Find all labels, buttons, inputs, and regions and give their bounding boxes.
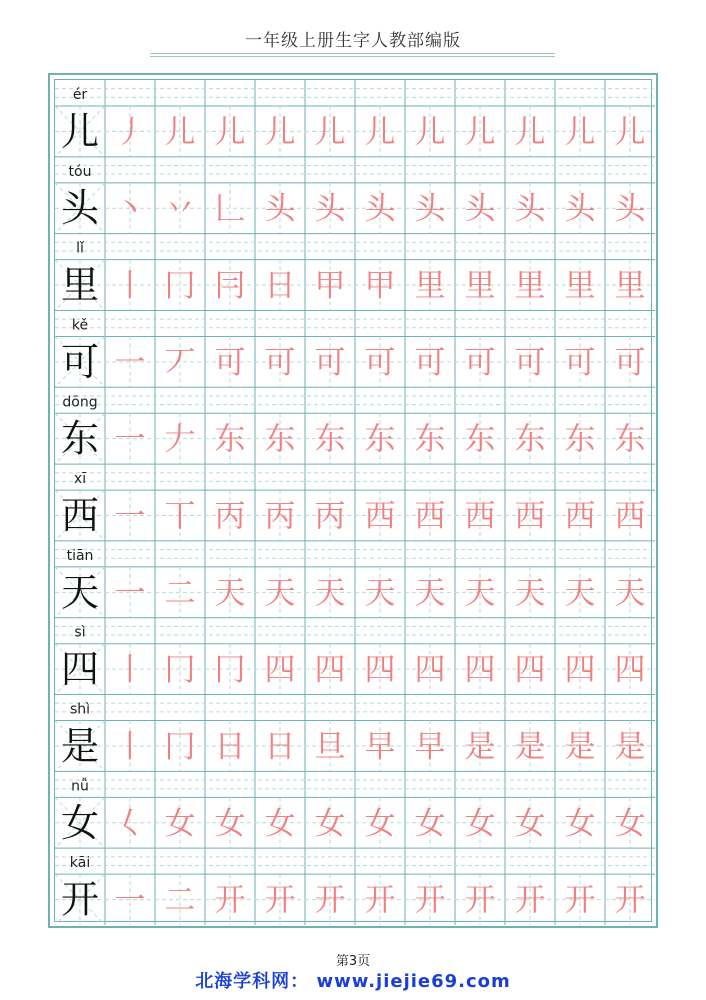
stroke-order-character: 头 <box>464 191 496 228</box>
stroke-order-character: 可 <box>464 344 496 381</box>
stroke-order-character: 冃 <box>214 268 246 305</box>
stroke-order-character: 儿 <box>364 114 396 151</box>
stroke-order-character: 儿 <box>414 114 446 151</box>
pinyin-label: shì <box>69 701 91 718</box>
stroke-order-character: 甲 <box>314 268 346 305</box>
stroke-order-character: 丅 <box>164 498 196 535</box>
stroke-order-character: 可 <box>314 344 346 381</box>
stroke-order-character: 开 <box>464 882 496 919</box>
stroke-order-character: 一 <box>114 498 146 535</box>
stroke-order-character: 西 <box>564 498 596 535</box>
stroke-order-character: 天 <box>414 575 446 612</box>
stroke-order-character: 开 <box>264 882 296 919</box>
stroke-order-character: 东 <box>414 421 446 458</box>
stroke-order-character: 开 <box>614 882 646 919</box>
stroke-order-character: 女 <box>564 805 596 842</box>
stroke-order-character: 丙 <box>214 498 246 535</box>
page-number: 第3页 <box>335 954 371 969</box>
stroke-order-character: 里 <box>564 268 596 305</box>
stroke-order-character: 丿 <box>114 114 146 151</box>
stroke-order-character: 里 <box>514 268 546 305</box>
stroke-order-character: 可 <box>514 344 546 381</box>
stroke-order-character: 东 <box>364 421 396 458</box>
pinyin-label: tiān <box>66 547 94 564</box>
stroke-order-character: 儿 <box>164 114 196 151</box>
stroke-order-character: 旦 <box>314 728 346 765</box>
stroke-order-character: 日 <box>264 728 296 765</box>
pinyin-label: nǚ <box>71 778 89 795</box>
stroke-order-character: 女 <box>164 805 196 842</box>
stroke-order-character: 儿 <box>614 114 646 151</box>
model-character: 可 <box>60 339 100 384</box>
stroke-order-character: 女 <box>514 805 546 842</box>
title-underline <box>150 53 555 54</box>
stroke-order-character: 是 <box>564 728 596 765</box>
stroke-order-character: 西 <box>364 498 396 535</box>
pinyin-label: tóu <box>68 163 92 180</box>
writing-grid-frame <box>54 79 652 922</box>
pinyin-label: dōng <box>62 394 98 411</box>
stroke-order-character: 西 <box>614 498 646 535</box>
stroke-order-character: 是 <box>514 728 546 765</box>
stroke-order-character: 里 <box>414 268 446 305</box>
stroke-order-character: 头 <box>364 191 396 228</box>
model-character: 西 <box>60 493 100 538</box>
practice-grid-svg <box>55 80 655 925</box>
stroke-order-character: 四 <box>564 652 596 689</box>
stroke-order-character: 二 <box>164 575 196 612</box>
pinyin-label: kāi <box>69 855 91 872</box>
stroke-order-character: 西 <box>414 498 446 535</box>
stroke-order-character: 天 <box>614 575 646 612</box>
stroke-order-character: 西 <box>464 498 496 535</box>
stroke-order-character: 四 <box>264 652 296 689</box>
stroke-order-character: 女 <box>464 805 496 842</box>
site-footer: 北海学科网： www.jiejie69.com <box>195 971 511 992</box>
stroke-order-character: 丙 <box>264 498 296 535</box>
stroke-order-character: 丆 <box>164 344 196 381</box>
stroke-order-character: 四 <box>464 652 496 689</box>
model-character: 儿 <box>60 109 100 154</box>
stroke-order-character: 可 <box>364 344 396 381</box>
model-character: 东 <box>60 416 100 461</box>
pinyin-label: ér <box>72 87 88 103</box>
stroke-order-character: 里 <box>614 268 646 305</box>
stroke-order-character: 儿 <box>464 114 496 151</box>
stroke-order-character: 女 <box>264 805 296 842</box>
stroke-order-character: 开 <box>564 882 596 919</box>
stroke-order-character: 东 <box>314 421 346 458</box>
stroke-order-character: 里 <box>464 268 496 305</box>
stroke-order-character: 女 <box>364 805 396 842</box>
stroke-order-character: 丨 <box>114 268 146 305</box>
stroke-order-character: 头 <box>614 191 646 228</box>
stroke-order-character: 天 <box>314 575 346 612</box>
stroke-order-character: 东 <box>214 421 246 458</box>
stroke-order-character: 天 <box>464 575 496 612</box>
stroke-order-character: 是 <box>614 728 646 765</box>
stroke-order-character: 四 <box>314 652 346 689</box>
stroke-order-character: 东 <box>264 421 296 458</box>
stroke-order-character: 女 <box>314 805 346 842</box>
stroke-order-character: 开 <box>514 882 546 919</box>
stroke-order-character: 天 <box>564 575 596 612</box>
stroke-order-character: 四 <box>414 652 446 689</box>
stroke-order-character: 是 <box>464 728 496 765</box>
page-title: 一年级上册生字人教部编版 <box>245 31 461 51</box>
stroke-order-character: 丨 <box>114 728 146 765</box>
model-character: 开 <box>60 877 100 922</box>
stroke-order-character: 四 <box>614 652 646 689</box>
stroke-order-character: 一 <box>114 882 146 919</box>
stroke-order-character: 丙 <box>314 498 346 535</box>
stroke-order-character: 东 <box>514 421 546 458</box>
stroke-order-character: 一 <box>114 421 146 458</box>
stroke-order-character: 一 <box>114 344 146 381</box>
model-character: 里 <box>60 263 100 308</box>
stroke-order-character: 𡿨 <box>114 805 146 842</box>
stroke-order-character: 儿 <box>514 114 546 151</box>
stroke-order-character: 头 <box>564 191 596 228</box>
stroke-order-character: 女 <box>214 805 246 842</box>
stroke-order-character: 冂 <box>214 652 246 689</box>
stroke-order-character: 头 <box>414 191 446 228</box>
stroke-order-character: 可 <box>264 344 296 381</box>
stroke-order-character: 丷 <box>164 191 196 228</box>
model-character: 是 <box>60 723 100 768</box>
stroke-order-character: 头 <box>264 191 296 228</box>
stroke-order-character: 开 <box>314 882 346 919</box>
stroke-order-character: 可 <box>214 344 246 381</box>
stroke-order-character: 天 <box>214 575 246 612</box>
pinyin-label: lǐ <box>76 240 84 257</box>
stroke-order-character: 儿 <box>264 114 296 151</box>
stroke-order-character: 四 <box>514 652 546 689</box>
stroke-order-character: 开 <box>414 882 446 919</box>
stroke-order-character: 天 <box>264 575 296 612</box>
stroke-order-character: 头 <box>514 191 546 228</box>
stroke-order-character: 冂 <box>164 728 196 765</box>
stroke-order-character: 女 <box>414 805 446 842</box>
model-character: 头 <box>60 186 100 231</box>
stroke-order-character: 西 <box>514 498 546 535</box>
title-underline-2 <box>150 56 555 57</box>
stroke-order-character: 丶 <box>114 191 146 228</box>
stroke-order-character: 开 <box>364 882 396 919</box>
stroke-order-character: 早 <box>364 728 396 765</box>
stroke-order-character: 儿 <box>314 114 346 151</box>
model-character: 女 <box>60 800 100 845</box>
stroke-order-character: 儿 <box>564 114 596 151</box>
stroke-order-character: 日 <box>214 728 246 765</box>
stroke-order-character: 东 <box>564 421 596 458</box>
stroke-order-character: 𠂇 <box>164 421 196 458</box>
stroke-order-character: 二 <box>164 882 196 919</box>
stroke-order-character: 一 <box>114 575 146 612</box>
stroke-order-character: 四 <box>364 652 396 689</box>
pinyin-label: sì <box>74 624 86 641</box>
stroke-order-character: 头 <box>314 191 346 228</box>
writing-grid <box>55 80 651 921</box>
stroke-order-character: 可 <box>564 344 596 381</box>
stroke-order-character: 可 <box>614 344 646 381</box>
stroke-order-character: 天 <box>364 575 396 612</box>
stroke-order-character: 可 <box>414 344 446 381</box>
stroke-order-character: 冂 <box>164 652 196 689</box>
pinyin-label: xī <box>73 471 87 488</box>
model-character: 天 <box>60 570 100 615</box>
stroke-order-character: 冂 <box>164 268 196 305</box>
stroke-order-character: 女 <box>614 805 646 842</box>
stroke-order-character: 天 <box>514 575 546 612</box>
stroke-order-character: 甲 <box>364 268 396 305</box>
stroke-order-character: 东 <box>464 421 496 458</box>
stroke-order-character: 日 <box>264 268 296 305</box>
stroke-order-character: 东 <box>614 421 646 458</box>
writing-sheet <box>48 73 658 928</box>
pinyin-label: kě <box>71 317 89 334</box>
stroke-order-character: 儿 <box>214 114 246 151</box>
stroke-order-character: 早 <box>414 728 446 765</box>
stroke-order-character: 丨 <box>114 652 146 689</box>
model-character: 四 <box>60 647 100 692</box>
stroke-order-character: 开 <box>214 882 246 919</box>
stroke-order-character: 𠃊 <box>214 191 246 228</box>
